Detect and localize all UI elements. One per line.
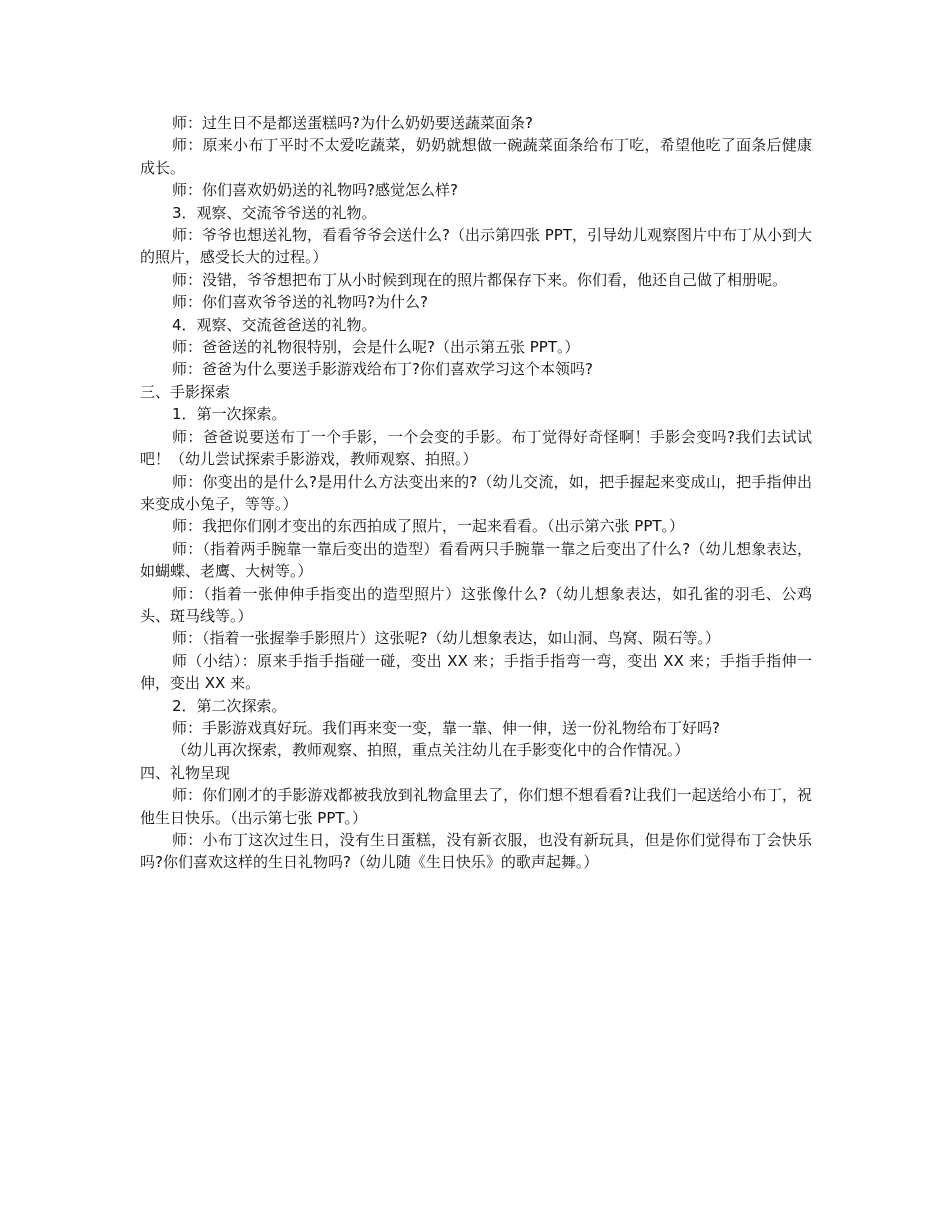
paragraph: 师：你们刚才的手影游戏都被我放到礼物盒里去了，你们想不想看看?让我们一起送给小布丁，祝他生日快乐。（出示第七张 PPT。） [140,786,812,827]
paragraph: 师：（指着一张握拳手影照片）这张呢?（幼儿想象表达，如山洞、鸟窝、陨石等。） [172,629,720,648]
paragraph: 师：没错，爷爷想把布丁从小时候到现在的照片都保存下来。你们看，他还自己做了相册呢。 [172,270,788,289]
section-heading: 三、手影探索 [140,382,231,401]
paragraph: （幼儿再次探索，教师观察、拍照，重点关注幼儿在手影变化中的合作情况。） [172,741,690,760]
step-heading: 2．第二次探索。 [172,696,287,715]
paragraph: 师：小布丁这次过生日，没有生日蛋糕，没有新衣服，也没有新玩具，但是你们觉得布丁会快乐吗?你们喜欢这样的生日礼物吗?（幼儿随《生日快乐》的歌声起舞。） [140,831,812,872]
document-body [140,112,812,874]
paragraph: 师：爸爸说要送布丁一个手影，一个会变的手影。布丁觉得好奇怪啊！手影会变吗?我们去试试吧！（幼儿尝试探索手影游戏，教师观察、拍照。） [140,427,812,469]
paragraph: 师：（指着一张伸伸手指变出的造型照片）这张像什么?（幼儿想象表达，如孔雀的羽毛、公鸡头、斑马线等。） [140,584,812,625]
paragraph: 师：爸爸为什么要送手影游戏给布丁?你们喜欢学习这个本领吗? [172,360,593,379]
paragraph: 师：你们喜欢奶奶送的礼物吗?感觉怎么样? [172,181,458,200]
paragraph: 师：爸爸送的礼物很特别，会是什么呢?（出示第五张 PPT。） [172,338,580,357]
paragraph: 师：你们喜欢爷爷送的礼物吗?为什么? [172,293,428,312]
paragraph: 师：（指着两手腕靠一靠后变出的造型）看看两只手腕靠一靠之后变出了什么?（幼儿想象表达，如蝴蝶、老鹰、大树等。） [140,539,812,581]
paragraph: 师：原来小布丁平时不太爱吃蔬菜，奶奶就想做一碗蔬菜面条给布丁吃，希望他吃了面条后健康成长。 [140,136,812,177]
paragraph: 师：我把你们刚才变出的东西拍成了照片，一起来看看。（出示第六张 PPT。） [172,517,685,536]
paragraph: 师：爷爷也想送礼物，看看爷爷会送什么?（出示第四张 PPT，引导幼儿观察图片中布丁从小到大的照片，感受长大的过程。） [140,226,812,267]
paragraph: 师：手影游戏真好玩。我们再来变一变，靠一靠、伸一伸，送一份礼物给布丁好吗? [172,718,720,737]
paragraph: 师：你变出的是什么?是用什么方法变出来的?（幼儿交流，如，把手握起来变成山，把手指伸出来变成小兔子，等等。） [140,472,812,513]
step-heading: 3．观察、交流爷爷送的礼物。 [172,203,377,222]
step-heading: 1．第一次探索。 [172,405,287,424]
step-heading: 4．观察、交流爸爸送的礼物。 [172,315,377,334]
paragraph: 师：过生日不是都送蛋糕吗?为什么奶奶要送蔬菜面条? [172,114,533,132]
section-heading: 四、礼物呈现 [140,763,231,782]
paragraph: 师（小结）：原来手指手指碰一碰，变出 XX 来；手指手指弯一弯，变出 XX 来；手指手指伸一伸，变出 XX 来。 [140,651,812,693]
